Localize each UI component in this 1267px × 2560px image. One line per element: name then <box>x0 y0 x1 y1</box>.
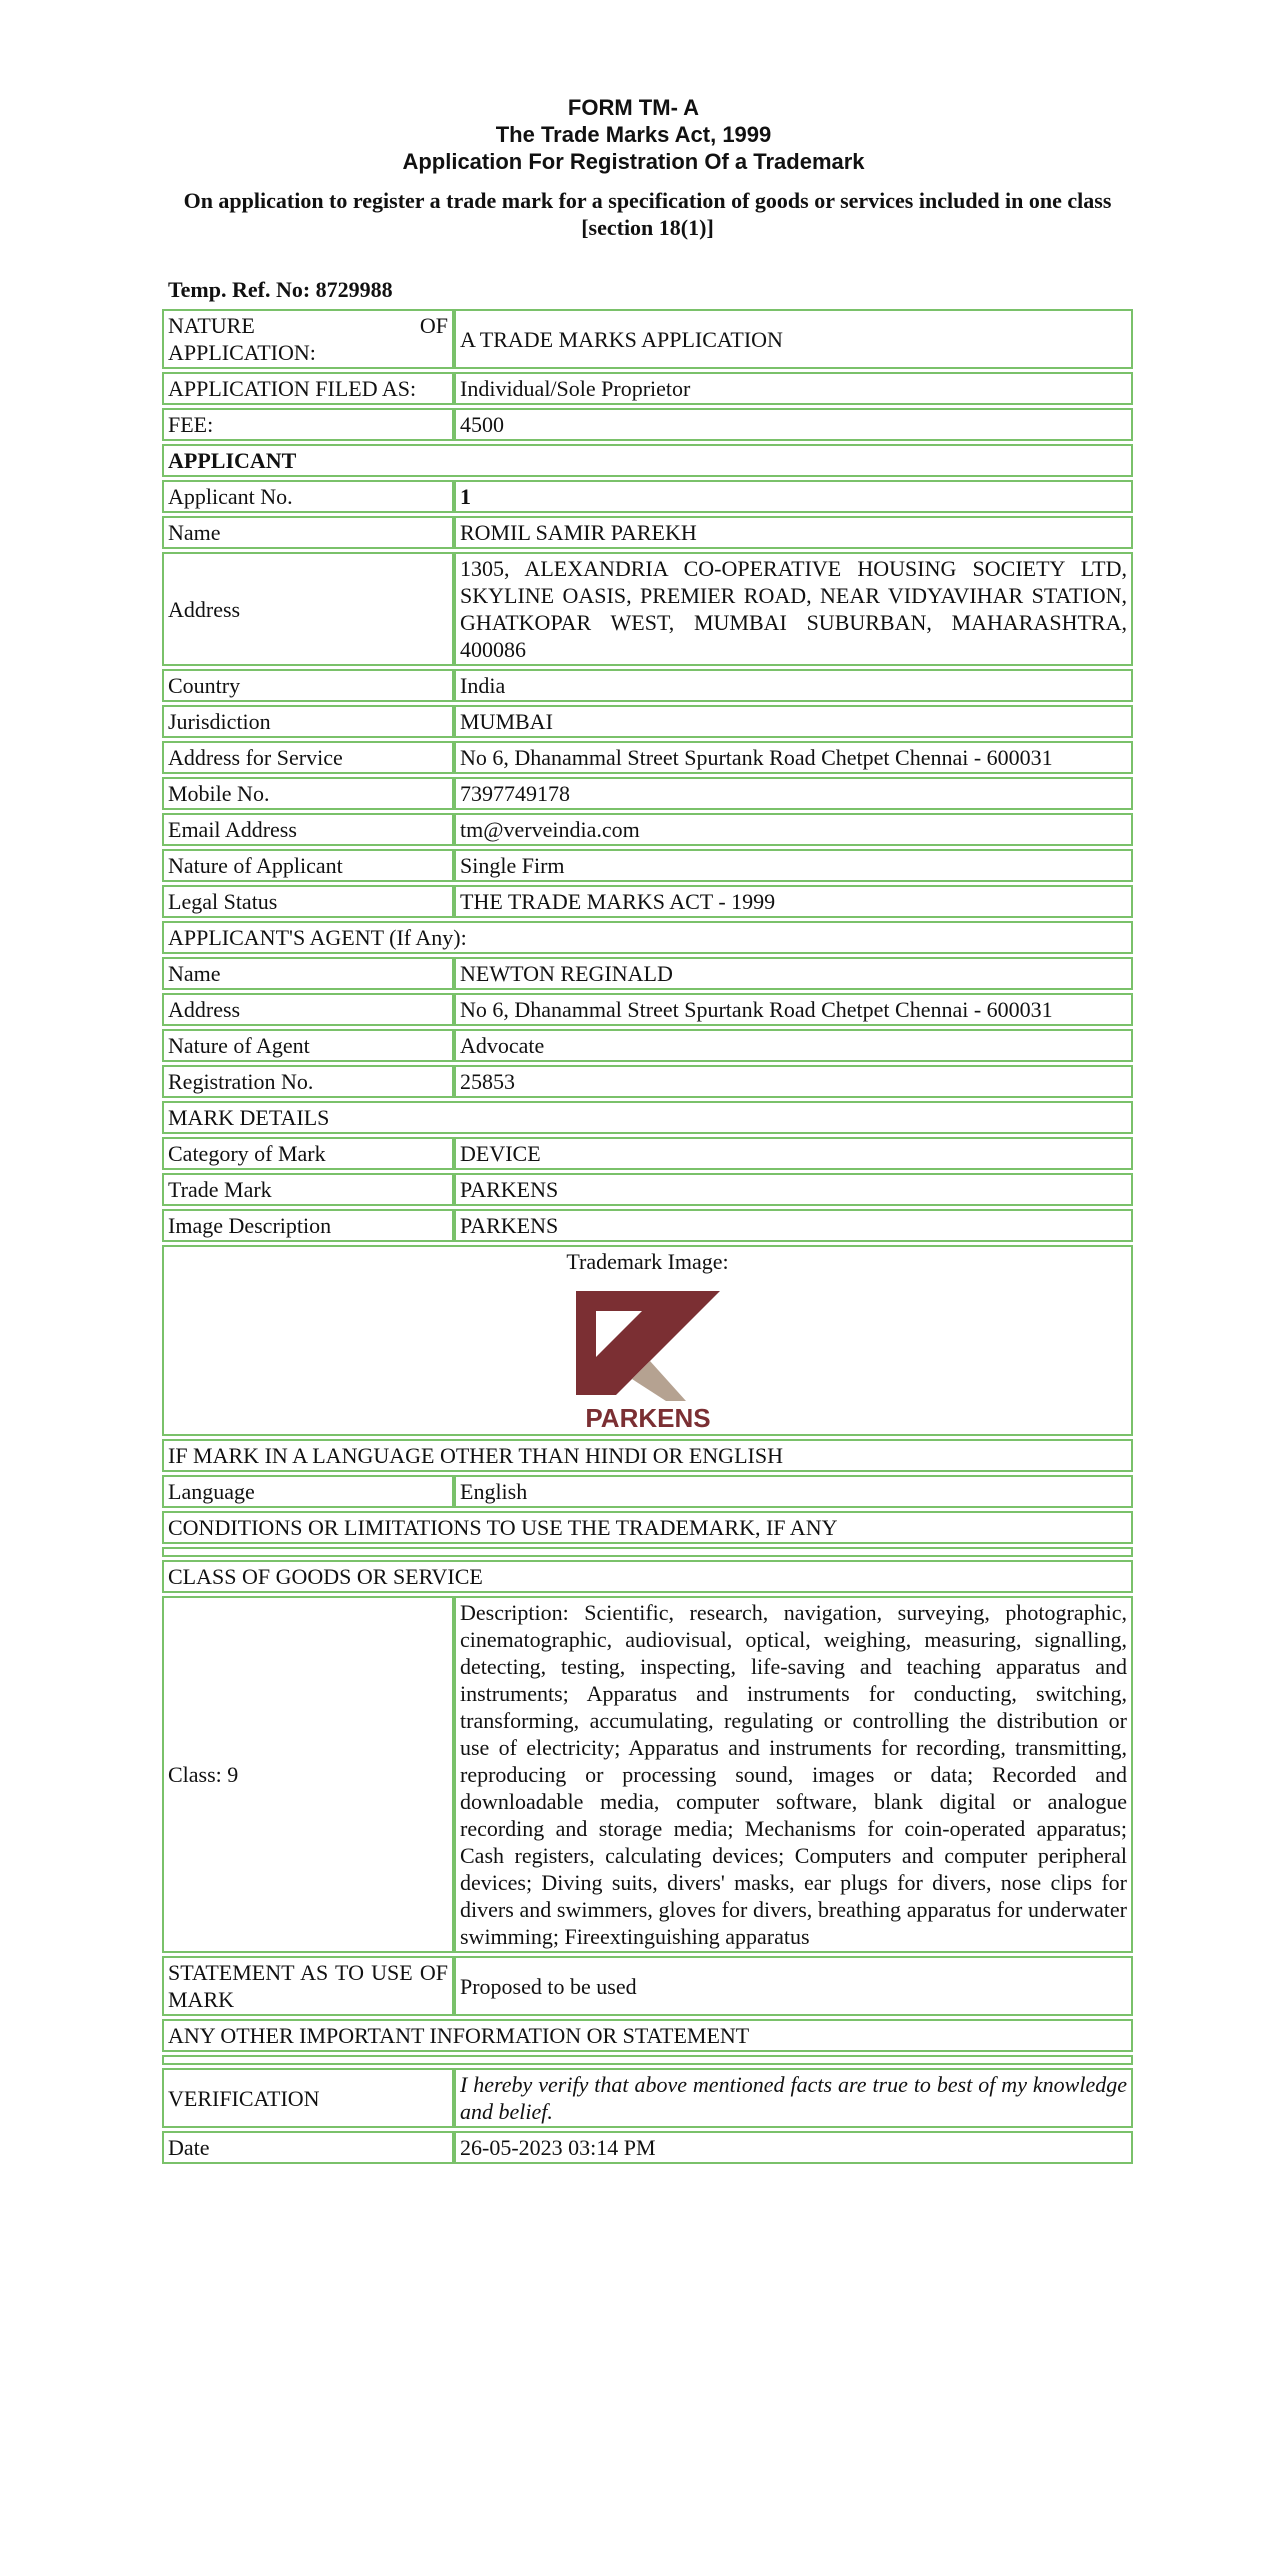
jurisdiction-value: MUMBAI <box>454 705 1133 738</box>
jurisdiction-label: Jurisdiction <box>162 705 454 738</box>
applicant-section-row <box>162 444 1133 477</box>
applicant-section-heading: APPLICANT <box>162 444 1133 477</box>
applicant-name-label: Name <box>162 516 454 549</box>
nature-of-agent-value: Advocate <box>454 1029 1133 1062</box>
nature-row <box>162 309 1133 369</box>
agent-section-heading: APPLICANT'S AGENT (If Any): <box>162 921 1133 954</box>
mobile-value: 7397749178 <box>454 777 1133 810</box>
filed-as-value: Individual/Sole Proprietor <box>454 372 1133 405</box>
table-row <box>162 885 1133 918</box>
email-value: tm@verveindia.com <box>454 813 1133 846</box>
registration-no-value: 25853 <box>454 1065 1133 1098</box>
applicant-name-value: ROMIL SAMIR PAREKH <box>454 516 1133 549</box>
filed-as-row <box>162 372 1133 405</box>
trademark-image-label: Trademark Image: <box>566 1249 729 1274</box>
table-row <box>162 1956 1133 2016</box>
table-row <box>162 1137 1133 1170</box>
class-section-heading: CLASS OF GOODS OR SERVICE <box>162 1560 1133 1593</box>
table-row <box>162 2131 1133 2164</box>
table-row <box>162 669 1133 702</box>
mobile-label: Mobile No. <box>162 777 454 810</box>
table-row <box>162 1065 1133 1098</box>
date-label: Date <box>162 2131 454 2164</box>
trademark-image-row <box>162 1245 1133 1436</box>
trademark-image-cell <box>162 1245 1133 1436</box>
other-info-empty-cell <box>162 2055 1133 2065</box>
email-label: Email Address <box>162 813 454 846</box>
nature-label-app: APPLICATION: <box>168 340 316 365</box>
legal-status-value: THE TRADE MARKS ACT - 1999 <box>454 885 1133 918</box>
image-description-value: PARKENS <box>454 1209 1133 1242</box>
parkens-logo <box>568 1283 728 1433</box>
table-row <box>162 1475 1133 1508</box>
class-label: Class: 9 <box>162 1596 454 1953</box>
table-row <box>162 813 1133 846</box>
agent-name-value: NEWTON REGINALD <box>454 957 1133 990</box>
nature-of-agent-label: Nature of Agent <box>162 1029 454 1062</box>
empty-row <box>162 2055 1133 2065</box>
form-title: FORM TM- A <box>567 95 700 120</box>
nature-label-word: NATURE <box>168 313 255 338</box>
nature-label <box>162 309 454 369</box>
table-row <box>162 705 1133 738</box>
conditions-section-row <box>162 1511 1133 1544</box>
application-table <box>162 306 1133 2167</box>
nature-label-of: OF <box>419 313 448 338</box>
table-row <box>162 516 1133 549</box>
nature-of-applicant-value: Single Firm <box>454 849 1133 882</box>
mark-section-row <box>162 1101 1133 1134</box>
table-row <box>162 741 1133 774</box>
temp-ref-number: Temp. Ref. No: 8729988 <box>168 277 393 302</box>
agent-address-label: Address <box>162 993 454 1026</box>
table-row <box>162 1596 1133 1953</box>
country-label: Country <box>162 669 454 702</box>
agent-address-value: No 6, Dhanammal Street Spurtank Road Chetpet Chennai - 600031 <box>454 993 1133 1026</box>
service-address-label: Address for Service <box>162 741 454 774</box>
trade-mark-label: Trade Mark <box>162 1173 454 1206</box>
applicant-address-value: 1305, ALEXANDRIA CO-OPERATIVE HOUSING SOCIETY LTD, SKYLINE OASIS, PREMIER ROAD, NEAR VIDYAVIHAR STATION, GHATKOPAR WEST, MUMBAI SUBURBAN, MAHARASHTRA, 400086 <box>454 552 1133 666</box>
table-row <box>162 1029 1133 1062</box>
act-title: The Trade Marks Act, 1999 <box>495 122 772 147</box>
table-row <box>162 1209 1133 1242</box>
date-value: 26-05-2023 03:14 PM <box>454 2131 1133 2164</box>
applicant-address-label: Address <box>162 552 454 666</box>
nature-value: A TRADE MARKS APPLICATION <box>454 309 1133 369</box>
category-label: Category of Mark <box>162 1137 454 1170</box>
service-address-value: No 6, Dhanammal Street Spurtank Road Chetpet Chennai - 600031 <box>454 741 1133 774</box>
other-section-row <box>162 2019 1133 2052</box>
table-row <box>162 777 1133 810</box>
language-value: English <box>454 1475 1133 1508</box>
table-row <box>162 1173 1133 1206</box>
other-info-heading: ANY OTHER IMPORTANT INFORMATION OR STATEMENT <box>162 2019 1133 2052</box>
table-row <box>162 2068 1133 2128</box>
applicant-no-label: Applicant No. <box>162 480 454 513</box>
language-section-heading: IF MARK IN A LANGUAGE OTHER THAN HINDI OR ENGLISH <box>162 1439 1133 1472</box>
image-description-label: Image Description <box>162 1209 454 1242</box>
fee-value: 4500 <box>454 408 1133 441</box>
filed-as-label: APPLICATION FILED AS: <box>162 372 454 405</box>
application-title: Application For Registration Of a Trademark <box>402 149 865 174</box>
class-description: Description: Scientific, research, navigation, surveying, photographic, cinematographic, audiovisual, optical, weighing, measuring, signalling, detecting, testing, inspecting, life-saving and teaching apparatus and instruments; Apparatus and instruments for conducting, switching, transforming, accumulating, regulating or controlling the distribution or use of electricity; Apparatus and instruments for recording, transmitting, reproducing or processing sound, images or data; Recorded and downloadable media, computer software, blank digital or analogue recording and storage media; Mechanisms for coin-operated apparatus; Cash registers, calculating devices; Computers and computer peripheral devices; Diving suits, divers' masks, ear plugs for divers, nose clips for divers and swimmers, gloves for divers, breathing apparatus for underwater swimming; Fireextinguishing apparatus <box>454 1596 1133 1953</box>
mark-section-heading: MARK DETAILS <box>162 1101 1133 1134</box>
statement-label: STATEMENT AS TO USE OF MARK <box>162 1956 454 2016</box>
class-section-row <box>162 1560 1133 1593</box>
country-value: India <box>454 669 1133 702</box>
table-row <box>162 849 1133 882</box>
form-subtitle: On application to register a trade mark for a specification of goods or services included in one class [section 18(1)] <box>183 188 1112 240</box>
conditions-empty-cell <box>162 1547 1133 1557</box>
logo-wordmark: PARKENS <box>584 1403 711 1433</box>
verification-label: VERIFICATION <box>162 2068 454 2128</box>
nature-of-applicant-label: Nature of Applicant <box>162 849 454 882</box>
table-row <box>162 993 1133 1026</box>
statement-value: Proposed to be used <box>454 1956 1133 2016</box>
verification-value: I hereby verify that above mentioned facts are true to best of my knowledge and belief. <box>454 2068 1133 2128</box>
language-section-row <box>162 1439 1133 1472</box>
trade-mark-value: PARKENS <box>454 1173 1133 1206</box>
registration-no-label: Registration No. <box>162 1065 454 1098</box>
form-header <box>0 94 1267 175</box>
category-value: DEVICE <box>454 1137 1133 1170</box>
applicant-no-value: 1 <box>454 480 1133 513</box>
fee-label: FEE: <box>162 408 454 441</box>
table-row <box>162 480 1133 513</box>
empty-row <box>162 1547 1133 1557</box>
table-row <box>162 957 1133 990</box>
conditions-section-heading: CONDITIONS OR LIMITATIONS TO USE THE TRADEMARK, IF ANY <box>162 1511 1133 1544</box>
agent-section-row <box>162 921 1133 954</box>
language-label: Language <box>162 1475 454 1508</box>
legal-status-label: Legal Status <box>162 885 454 918</box>
agent-name-label: Name <box>162 957 454 990</box>
table-row <box>162 552 1133 666</box>
fee-row <box>162 408 1133 441</box>
parkens-k-icon <box>576 1291 720 1401</box>
